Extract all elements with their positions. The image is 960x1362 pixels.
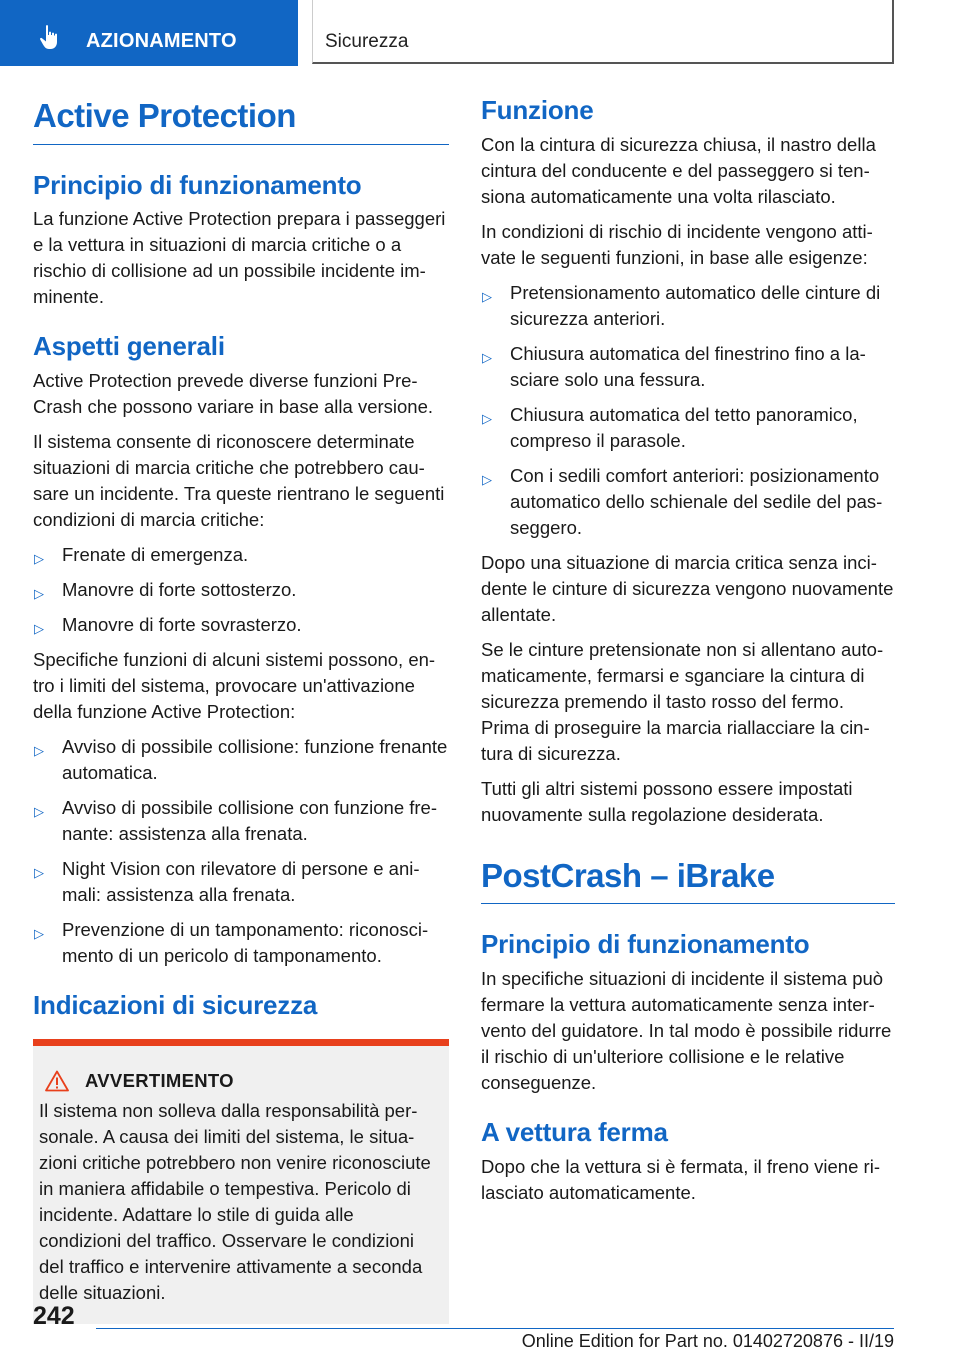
chapter-title: Active Protection [33, 97, 296, 134]
paragraph: Dopo una situazione di marcia critica senza incidente le cinture di sicurezza vengono nuovamente allentate. [481, 551, 894, 625]
triangle-bullet-icon: ▷ [34, 926, 44, 942]
edition-text: Online Edition for Part no. 01402720876 - II/19 [521, 1331, 894, 1351]
section-heading: Funzione [481, 95, 594, 125]
bullet-list [33, 734, 449, 969]
triangle-bullet-icon: ▷ [482, 410, 492, 426]
section-principio [33, 171, 449, 311]
paragraph: Se le cinture pretensionate non si allentano automaticamente, fermarsi e sganciare la cintura di sicurezza premendo il tasto rosso del fermo. Prima di proseguire la marcia riallacciare la cintura di sicurezza. [481, 638, 884, 764]
paragraph: Active Protection prevede diverse funzioni Pre-Crash che possono variare in base alla versione. [33, 370, 434, 418]
list-item: ▷ Avviso di possibile collisione con funzione frenante: assistenza alla frenata. [34, 797, 438, 845]
paragraph: In condizioni di rischio di incidente vengono attivate le seguenti funzioni, in base alle esigenze: [481, 220, 873, 268]
warning-header [39, 1070, 435, 1092]
warning-label: AVVERTIMENTO [85, 1070, 234, 1092]
section-title: AZIONAMENTO [86, 30, 237, 52]
triangle-bullet-icon: ▷ [482, 471, 492, 487]
page-number: 242 [33, 1302, 75, 1330]
paragraph: In specifiche situazioni di incidente il sistema può fermare la vettura automaticamente senza intervento del guidatore. In tal modo è possibile ridurre il rischio di un'ulteriore collisione e le relative conseguenze. [481, 968, 892, 1094]
subsection-title: Sicurezza [325, 31, 409, 52]
section-heading: Principio di funzionamento [33, 169, 362, 200]
chapter-title: PostCrash – iBrake [481, 856, 775, 894]
list-item: ▷ Manovre di forte sottosterzo. [33, 577, 449, 603]
triangle-bullet-icon: ▷ [34, 743, 44, 759]
list-item: ▷ Night Vision con rilevatore di persone e animali: assistenza alla frenata. [34, 858, 420, 906]
triangle-bullet-icon: ▷ [34, 586, 44, 602]
section-vettura-ferma [481, 1118, 895, 1206]
list-item: ▷ Con i sedili comfort anteriori: posizionamento automatico dello schienale del sedile del passeggero. [482, 464, 883, 538]
triangle-bullet-icon: ▷ [34, 551, 44, 567]
list-item: ▷ Frenate di emergenza. [33, 542, 449, 568]
section-sicurezza [33, 991, 449, 1324]
list-item: ▷ Avviso di possibile collisione: funzione frenante automatica. [34, 736, 448, 784]
hand-pointer-icon [38, 24, 64, 50]
section-aspetti [33, 332, 449, 969]
section-heading: Indicazioni di sicurezza [33, 990, 318, 1021]
paragraph: Dopo che la vettura si è fermata, il freno viene rilasciato automaticamente. [481, 1156, 880, 1204]
triangle-bullet-icon: ▷ [482, 349, 492, 365]
footer-rule [96, 1328, 894, 1329]
paragraph: Tutti gli altri sistemi possono essere impostati nuovamente sulla regolazione desiderata. [481, 777, 853, 825]
section-tab[interactable] [0, 0, 298, 66]
paragraph: Il sistema consente di riconoscere determinate situazioni di marcia critiche che potrebbero causare un incidente. Tra queste rientrano le seguenti condizioni di marcia critiche: [33, 431, 445, 531]
section-heading: A vettura ferma [481, 1117, 668, 1148]
bullet-list [481, 280, 895, 541]
left-column [33, 96, 449, 1324]
paragraph: Specifiche funzioni di alcuni sistemi possono, entro i limiti del sistema, provocare un'attivazione della funzione Active Protection: [33, 649, 436, 723]
triangle-bullet-icon: ▷ [34, 804, 44, 820]
title-rule [481, 903, 895, 904]
section-funzione [481, 96, 895, 828]
title-rule [33, 144, 449, 145]
section-heading: Aspetti generali [33, 331, 225, 362]
triangle-bullet-icon: ▷ [34, 621, 44, 637]
warning-text: Il sistema non solleva dalla responsabilità personale. A causa dei limiti del sistema, le situazioni critiche potrebbero non venire riconosciute in maniera affidabile o tempestiva. Pericolo di incidente. Adattare lo stile di guida alle condizioni del traffico. Osservare le condizioni del traffico e intervenire attivamente a seconda delle situazioni. [39, 1100, 431, 1304]
warning-triangle-icon [45, 1070, 69, 1092]
right-column [481, 96, 895, 1215]
subsection-header [312, 0, 894, 64]
list-item: ▷ Chiusura automatica del finestrino fino a lasciare solo una fessura. [482, 342, 866, 390]
list-item: ▷ Prevenzione di un tamponamento: riconoscimento di un pericolo di tamponamento. [34, 919, 429, 967]
section-principio-ibrake [481, 930, 895, 1096]
list-item: ▷ Pretensionamento automatico delle cinture di sicurezza anteriori. [482, 281, 881, 329]
list-item: ▷ Chiusura automatica del tetto panoramico, compreso il parasole. [482, 403, 858, 451]
warning-box [33, 1039, 449, 1324]
bullet-list [33, 542, 449, 638]
triangle-bullet-icon: ▷ [482, 288, 492, 304]
paragraph: La funzione Active Protection prepara i passeggeri e la vettura in situazioni di marcia critiche o a rischio di collisione ad un possibile incidente imminente. [33, 208, 446, 308]
section-heading: Principio di funzionamento [481, 929, 810, 960]
triangle-bullet-icon: ▷ [34, 865, 44, 881]
paragraph: Con la cintura di sicurezza chiusa, il nastro della cintura del conducente e del passeggero si tensiona automaticamente una volta rilasciato. [481, 133, 876, 207]
list-item: ▷ Manovre di forte sovrasterzo. [33, 612, 449, 638]
